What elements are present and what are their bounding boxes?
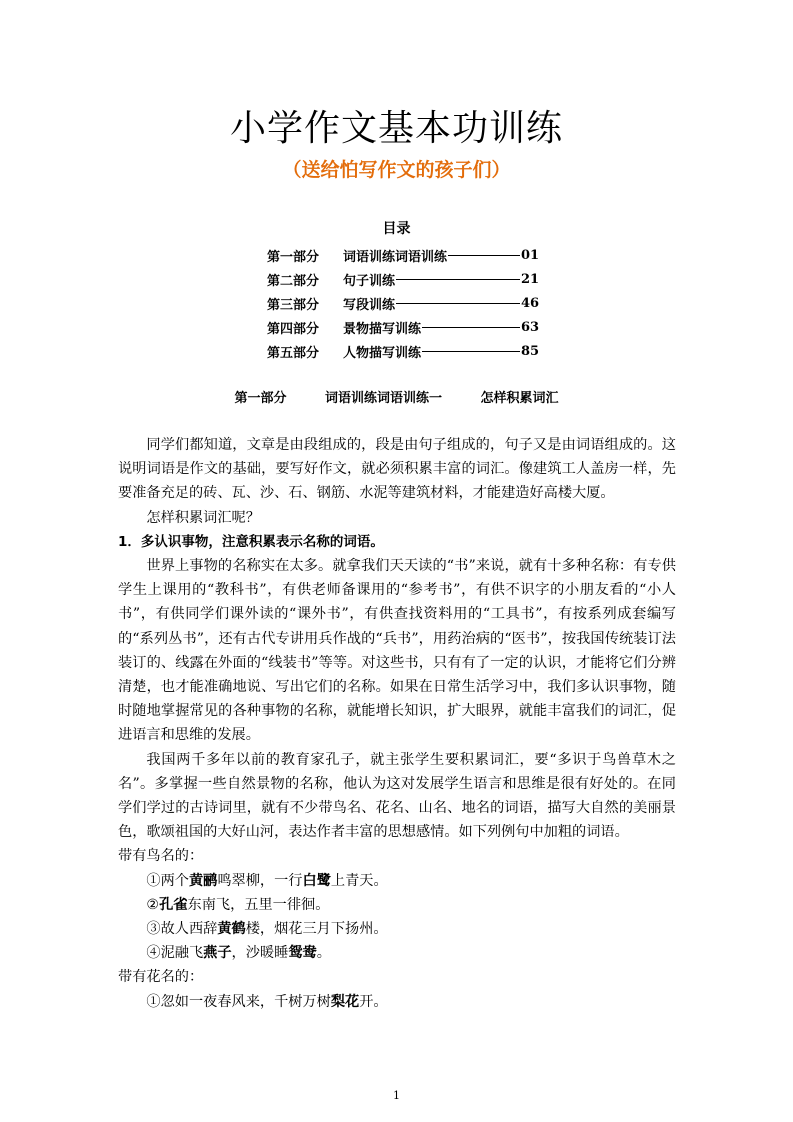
section-heading bbox=[0, 387, 793, 406]
toc-name: 句子训练 bbox=[343, 273, 396, 289]
toc-leader-line bbox=[396, 303, 520, 304]
document-subtitle: （送给怕写作文的孩子们） bbox=[282, 159, 511, 181]
bold-term: 孔雀 bbox=[159, 896, 188, 913]
toc-part: 第四部分 bbox=[267, 321, 320, 337]
paragraph: 同学们都知道，文章是由段组成的，段是由句子组成的，句子又是由词语组成的。这说明词语是作文的基础，要写好作文，就必须积累丰富的词汇。像建筑工人盖房一样，先要准备充足的砖、瓦、沙、石、钢筋、水泥等建筑材料，才能建造好高楼大厦。 bbox=[118, 437, 676, 502]
bold-term: 鸳鸯 bbox=[288, 945, 317, 962]
bold-term: 黄鹤 bbox=[217, 921, 246, 938]
example-line bbox=[118, 990, 676, 1014]
example-text: 开。 bbox=[359, 993, 388, 1010]
paragraph: 我国两千多年以前的教育家孔子，就主张学生要积累词汇，要“多识于鸟兽草木之名”。多掌握一些自然景物的名称，他认为这对发展学生语言和思维是很有好处的。在同学们学过的古诗词里，就有不少带鸟名、花名、山名、地名的词语，描写大自然的美丽景色，歌颂祖国的大好山河，表达作者丰富的思想感情。如下列例句中加粗的词语。 bbox=[118, 751, 676, 841]
toc-page: 85 bbox=[521, 343, 540, 359]
example-text: 鸣翠柳，一行 bbox=[217, 872, 303, 889]
toc-page: 46 bbox=[521, 295, 540, 311]
bold-term: 梨花 bbox=[330, 993, 360, 1010]
bold-term: 黄鹂 bbox=[188, 872, 218, 889]
toc-row bbox=[267, 267, 540, 291]
numbered-heading: 1．多认识事物，注意积累表示名称的词语。 bbox=[118, 533, 384, 550]
example-text: 楼，烟花三月下扬州。 bbox=[245, 921, 388, 938]
example-text: ①忽如一夜春风来，千树万树 bbox=[146, 993, 331, 1010]
example-label-birds: 带有鸟名的： bbox=[118, 848, 204, 865]
toc-part: 第五部分 bbox=[267, 345, 320, 361]
toc-name: 写段训练 bbox=[343, 297, 396, 313]
toc-leader-line bbox=[448, 255, 520, 256]
example-text: ④泥融飞 bbox=[146, 945, 204, 962]
toc-row bbox=[267, 291, 540, 315]
toc-row bbox=[267, 243, 540, 267]
document-title: 小学作文基本功训练 bbox=[229, 108, 563, 149]
example-text: 东南飞，五里一徘徊。 bbox=[187, 896, 330, 913]
example-text: ③故人西辞 bbox=[146, 921, 218, 938]
toc-part: 第三部分 bbox=[267, 297, 320, 313]
example-line bbox=[118, 941, 676, 965]
example-text: 。 bbox=[316, 945, 331, 962]
example-text: 上青天。 bbox=[330, 872, 388, 889]
toc-leader-line bbox=[396, 279, 520, 280]
toc-heading: 目录 bbox=[382, 221, 411, 237]
toc-part: 第二部分 bbox=[267, 273, 320, 289]
toc-row bbox=[267, 315, 540, 339]
toc-name: 词语训练词语训练 bbox=[343, 249, 448, 265]
toc-leader-line bbox=[422, 351, 520, 352]
toc-page: 21 bbox=[521, 271, 540, 287]
example-text: ①两个 bbox=[146, 872, 189, 889]
toc-page: 01 bbox=[521, 247, 540, 263]
toc-page: 63 bbox=[521, 319, 540, 335]
table-of-contents bbox=[267, 243, 540, 363]
page-number: 1 bbox=[393, 1089, 400, 1102]
section-topic: 怎样积累词汇 bbox=[480, 391, 559, 406]
example-text: ② bbox=[146, 896, 160, 913]
bold-term: 燕子 bbox=[203, 945, 232, 962]
paragraph: 世界上事物的名称实在太多。就拿我们天天读的“书”来说，就有十多种名称：有专供学生上课用的“教科书”，有供老师备课用的“参考书”，有供不识字的小朋友看的“小人书”，有供同学们课外读的“课外书”，有供查找资料用的“工具书”，有按系列成套编写的“系列丛书”，还有古代专讲用兵作战的“兵书”，用药治病的“医书”，按我国传统装订法装订的、线露在外面的“线装书”等等。对这些书，只有有了一定的认识，才能将它们分辨清楚，也才能准确地说、写出它们的名称。如果在日常生活学习中，我们多认识事物，随时随地掌握常见的各种事物的名称，就能增长知识，扩大眼界，就能丰富我们的词汇，促进语言和思维的发展。 bbox=[118, 558, 676, 744]
example-label-flowers: 带有花名的： bbox=[118, 969, 204, 986]
section-part: 第一部分 bbox=[234, 391, 287, 406]
bold-term: 白鹭 bbox=[302, 872, 331, 889]
section-name: 词语训练词语训练一 bbox=[324, 391, 442, 406]
toc-name: 景物描写训练 bbox=[343, 321, 422, 337]
toc-leader-line bbox=[422, 327, 520, 328]
toc-name: 人物描写训练 bbox=[343, 345, 422, 361]
example-line bbox=[118, 917, 676, 941]
toc-part: 第一部分 bbox=[267, 249, 320, 265]
example-text: ，沙暖睡 bbox=[231, 945, 289, 962]
body-text bbox=[118, 433, 676, 1014]
toc-row bbox=[267, 339, 540, 363]
example-line bbox=[118, 893, 676, 917]
example-line bbox=[118, 869, 676, 893]
paragraph: 怎样积累词汇呢？ bbox=[146, 509, 260, 526]
